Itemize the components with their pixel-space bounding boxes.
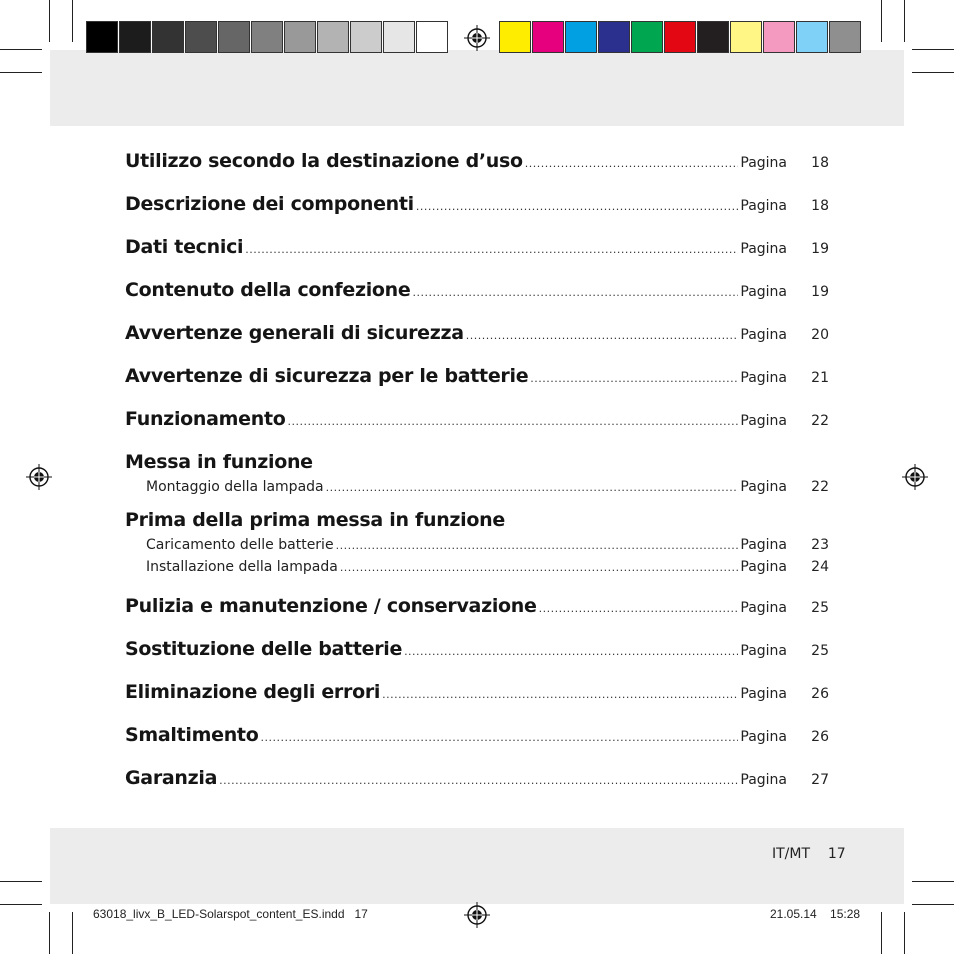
page-label: Pagina	[740, 772, 787, 788]
swatch	[317, 21, 349, 53]
page-label: Pagina	[740, 600, 787, 616]
crop-mark	[912, 72, 954, 73]
leader-dots	[466, 329, 739, 342]
leader-dots	[245, 243, 738, 256]
swatch	[796, 21, 828, 53]
crop-mark	[72, 0, 73, 42]
swatch	[763, 21, 795, 53]
toc-section	[125, 509, 829, 581]
leader-dots	[412, 286, 738, 299]
slug-date-info: 21.05.14 15:28	[770, 907, 861, 921]
toc-title: Descrizione dei componenti	[125, 193, 414, 215]
toc-subentry[interactable]	[125, 537, 829, 559]
crop-mark	[0, 72, 42, 73]
leader-dots	[530, 372, 738, 385]
crop-mark	[72, 912, 73, 954]
leader-dots	[404, 645, 738, 658]
toc-entry[interactable]	[125, 595, 829, 638]
page-number: 21	[811, 370, 829, 386]
toc-subtitle: Installazione della lampada	[146, 559, 338, 575]
footer-band	[50, 828, 904, 904]
swatch	[383, 21, 415, 53]
crop-mark	[912, 881, 954, 882]
page-label: Pagina	[740, 155, 787, 171]
swatch	[284, 21, 316, 53]
page-label: Pagina	[740, 327, 787, 343]
swatch	[350, 21, 382, 53]
toc-entry[interactable]	[125, 451, 829, 479]
swatch	[185, 21, 217, 53]
toc-title: Messa in funzione	[125, 451, 313, 473]
crop-mark	[49, 912, 50, 954]
leader-dots	[340, 561, 739, 574]
toc-subtitle: Montaggio della lampada	[146, 479, 324, 495]
swatch	[532, 21, 564, 53]
page-number: 27	[811, 772, 829, 788]
swatch	[119, 21, 151, 53]
swatch	[598, 21, 630, 53]
toc-entry[interactable]	[125, 638, 829, 681]
crop-mark	[881, 912, 882, 954]
crop-mark	[49, 0, 50, 42]
crop-mark	[912, 904, 954, 905]
toc-title: Dati tecnici	[125, 236, 244, 258]
toc-entry[interactable]	[125, 279, 829, 322]
page-marker: IT/MT 17	[772, 846, 846, 862]
swatch	[664, 21, 696, 53]
toc-title: Sostituzione delle batterie	[125, 638, 403, 660]
crop-mark	[0, 49, 42, 50]
toc-entry[interactable]	[125, 322, 829, 365]
page-label: Pagina	[740, 729, 787, 745]
leader-dots	[288, 415, 739, 428]
swatch	[251, 21, 283, 53]
toc-entry[interactable]	[125, 408, 829, 451]
leader-dots	[525, 157, 739, 170]
page-label: Pagina	[740, 643, 787, 659]
toc-subtitle: Caricamento delle batterie	[146, 537, 334, 553]
swatch	[416, 21, 448, 53]
swatch	[86, 21, 118, 53]
toc-title: Pulizia e manutenzione / conservazione	[125, 595, 537, 617]
toc-entry[interactable]	[125, 509, 829, 537]
page-number: 20	[811, 327, 829, 343]
toc-entry[interactable]	[125, 150, 829, 193]
page-number: 19	[811, 241, 829, 257]
toc-entry[interactable]	[125, 767, 829, 810]
page-number: 22	[811, 413, 829, 429]
swatch	[565, 21, 597, 53]
page-label: Pagina	[740, 479, 787, 495]
toc-title: Garanzia	[125, 767, 218, 789]
toc-subentry[interactable]	[125, 559, 829, 581]
leader-dots	[539, 602, 739, 615]
page-label: Pagina	[740, 284, 787, 300]
crop-mark	[0, 904, 42, 905]
page-label: Pagina	[740, 370, 787, 386]
gray-swatch-strip	[86, 21, 449, 53]
registration-mark-icon	[464, 902, 490, 928]
page-number: 26	[811, 729, 829, 745]
table-of-contents	[125, 150, 829, 810]
page-number: 25	[811, 600, 829, 616]
toc-entry[interactable]	[125, 681, 829, 724]
page-label: Pagina	[740, 198, 787, 214]
swatch	[730, 21, 762, 53]
crop-mark	[881, 0, 882, 42]
crop-mark	[0, 881, 42, 882]
crop-mark	[904, 0, 905, 42]
toc-title: Prima della prima messa in funzione	[125, 509, 505, 531]
leader-dots	[219, 774, 738, 787]
swatch	[218, 21, 250, 53]
swatch	[499, 21, 531, 53]
toc-title: Avvertenze generali di sicurezza	[125, 322, 464, 344]
registration-mark-icon	[26, 464, 52, 490]
page-label: Pagina	[740, 413, 787, 429]
toc-entry[interactable]	[125, 193, 829, 236]
toc-subentry[interactable]	[125, 479, 829, 501]
page-number: 26	[811, 686, 829, 702]
page-number: 18	[811, 155, 829, 171]
crop-mark	[912, 49, 954, 50]
toc-entry[interactable]	[125, 724, 829, 767]
leader-dots	[416, 200, 738, 213]
toc-title: Avvertenze di sicurezza per le batterie	[125, 365, 529, 387]
swatch	[829, 21, 861, 53]
page-number: 18	[811, 198, 829, 214]
page-label: Pagina	[740, 686, 787, 702]
page-label: Pagina	[740, 559, 787, 575]
toc-section	[125, 451, 829, 501]
page-number: 22	[811, 479, 829, 495]
leader-dots	[336, 539, 739, 552]
page-number: 19	[811, 284, 829, 300]
page-label: Pagina	[740, 241, 787, 257]
header-band	[50, 50, 904, 126]
swatch	[631, 21, 663, 53]
swatch	[697, 21, 729, 53]
page-label: Pagina	[740, 537, 787, 553]
toc-title: Smaltimento	[125, 724, 259, 746]
toc-title: Contenuto della confezione	[125, 279, 411, 301]
color-swatch-strip	[499, 21, 862, 53]
leader-dots	[326, 481, 739, 494]
toc-entry[interactable]	[125, 236, 829, 279]
registration-mark-icon	[464, 25, 490, 51]
leader-dots	[382, 688, 738, 701]
slug-file-info: 63018_livx_B_LED-Solarspot_content_ES.indd 17	[93, 907, 368, 921]
page-number: 24	[811, 559, 829, 575]
page-number: 23	[811, 537, 829, 553]
toc-title: Utilizzo secondo la destinazione d’uso	[125, 150, 523, 172]
page-number: 25	[811, 643, 829, 659]
swatch	[152, 21, 184, 53]
registration-mark-icon	[902, 464, 928, 490]
toc-title: Funzionamento	[125, 408, 286, 430]
crop-mark	[904, 912, 905, 954]
leader-dots	[260, 731, 738, 744]
toc-entry[interactable]	[125, 365, 829, 408]
toc-title: Eliminazione degli errori	[125, 681, 381, 703]
